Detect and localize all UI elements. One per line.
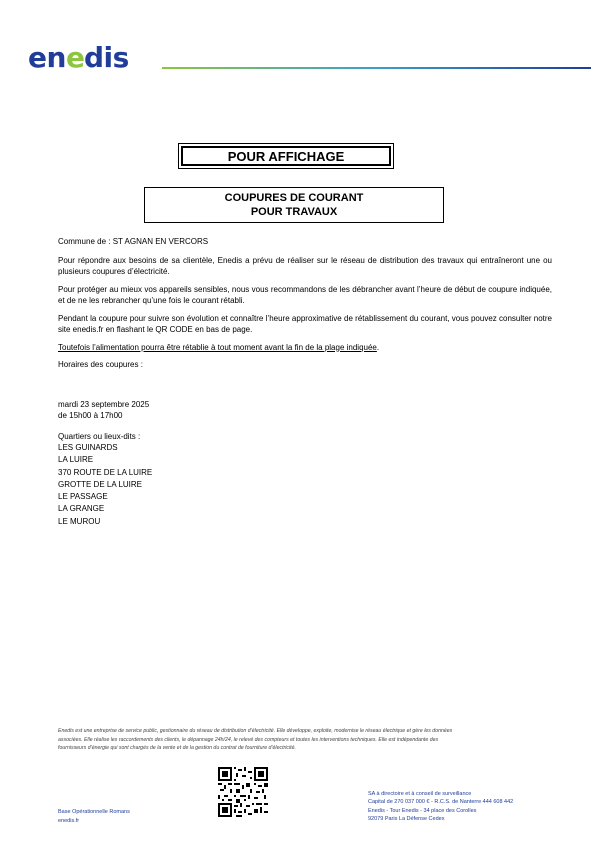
footer-legal-line1: SA à directoire et à conseil de surveillance (368, 791, 472, 797)
pour-affichage-box (178, 143, 394, 169)
qr-code[interactable] (218, 767, 268, 817)
footer-note-line1: Enedis est une entreprise de service public, gestionnaire du réseau de distribution d’électricité. Elle développe, exploite, modernise le réseau électrique et gère les données (58, 728, 453, 734)
footer-note-line3: fournisseurs d’énergie qui sont chargés de la vente et de la gestion du contrat de fourniture d’électricité. (58, 745, 296, 751)
footer-legal-block (368, 790, 513, 823)
schedule-time: de 15h00 à 17h00 (58, 411, 123, 420)
footer-disclaimer (58, 727, 542, 753)
schedule-date: mardi 23 septembre 2025 (58, 399, 150, 409)
horaires-label: Horaires des coupures : (58, 360, 143, 369)
places-list (58, 442, 552, 528)
footer-left-block (58, 808, 130, 825)
list-item: LA LUIRE (58, 455, 94, 465)
warning-period: . (376, 342, 380, 352)
list-item: LE PASSAGE (58, 492, 108, 502)
commune-line: Commune de : ST AGNAN EN VERCORS (58, 237, 209, 246)
list-item: LA GRANGE (58, 504, 105, 514)
warning-text: Toutefois l’alimentation pourra être rétablie à tout moment avant la fin de la plage indiquée (58, 342, 377, 352)
svg-text:e: e (66, 42, 85, 72)
footer-legal-line4: 92079 Paris La Défense Cedex (368, 815, 445, 822)
places-label: Quartiers ou lieux-dits : (58, 431, 141, 441)
paragraph-protect: Pour protéger au mieux vos appareils sensibles, nous vous recommandons de les débrancher avant l’heure de début de coupure indiquée, et de ne les rebrancher qu’une fois le courant rétabli. (58, 284, 552, 305)
enedis-logo (28, 42, 156, 72)
paragraph-follow: Pendant la coupure pour suivre son évolution et connaître l’heure approximative de rétablissement du courant, vous pouvez consulter notre site enedis.fr en flashant le QR CODE en bas de page. (58, 313, 552, 334)
footer-note-line2: associées. Elle réalise les raccordements des clients, le dépannage 24h/24, le relevé des compteurs et toutes les interventions techniques. Elle est indépendante des (58, 736, 439, 743)
coupures-title-box (144, 187, 444, 223)
list-item: LE MUROU (58, 516, 101, 526)
svg-text:en: en (28, 42, 66, 72)
list-item: 370 ROUTE DE LA LUIRE (58, 467, 153, 477)
footer-base-name: Base Opérationnelle Romans (58, 809, 130, 815)
footer-website-link[interactable]: enedis.fr (58, 817, 80, 824)
notice-body (58, 236, 552, 528)
header-rule (162, 67, 591, 69)
list-item: LES GUINARDS (58, 443, 118, 452)
schedule-block (58, 399, 552, 422)
footer-legal-line2: Capital de 270 037 000 € - R.C.S. de Nanterre 444 608 442 (368, 799, 514, 806)
svg-text:dis: dis (84, 42, 129, 72)
coupures-title-line2: POUR TRAVAUX (250, 206, 338, 218)
coupures-title-line1: COUPURES DE COURANT (224, 192, 364, 204)
pour-affichage-title: POUR AFFICHAGE (181, 146, 391, 166)
paragraph-intro: Pour répondre aux besoins de sa clientèle, Enedis a prévu de réaliser sur le réseau de distribution des travaux qui entraîneront une ou plusieurs coupures d’électricité. (58, 255, 552, 276)
footer-legal-line3: Enedis - Tour Enedis - 34 place des Corolles (368, 807, 477, 814)
list-item: GROTTE DE LA LUIRE (58, 479, 143, 489)
warning-line (58, 342, 552, 354)
